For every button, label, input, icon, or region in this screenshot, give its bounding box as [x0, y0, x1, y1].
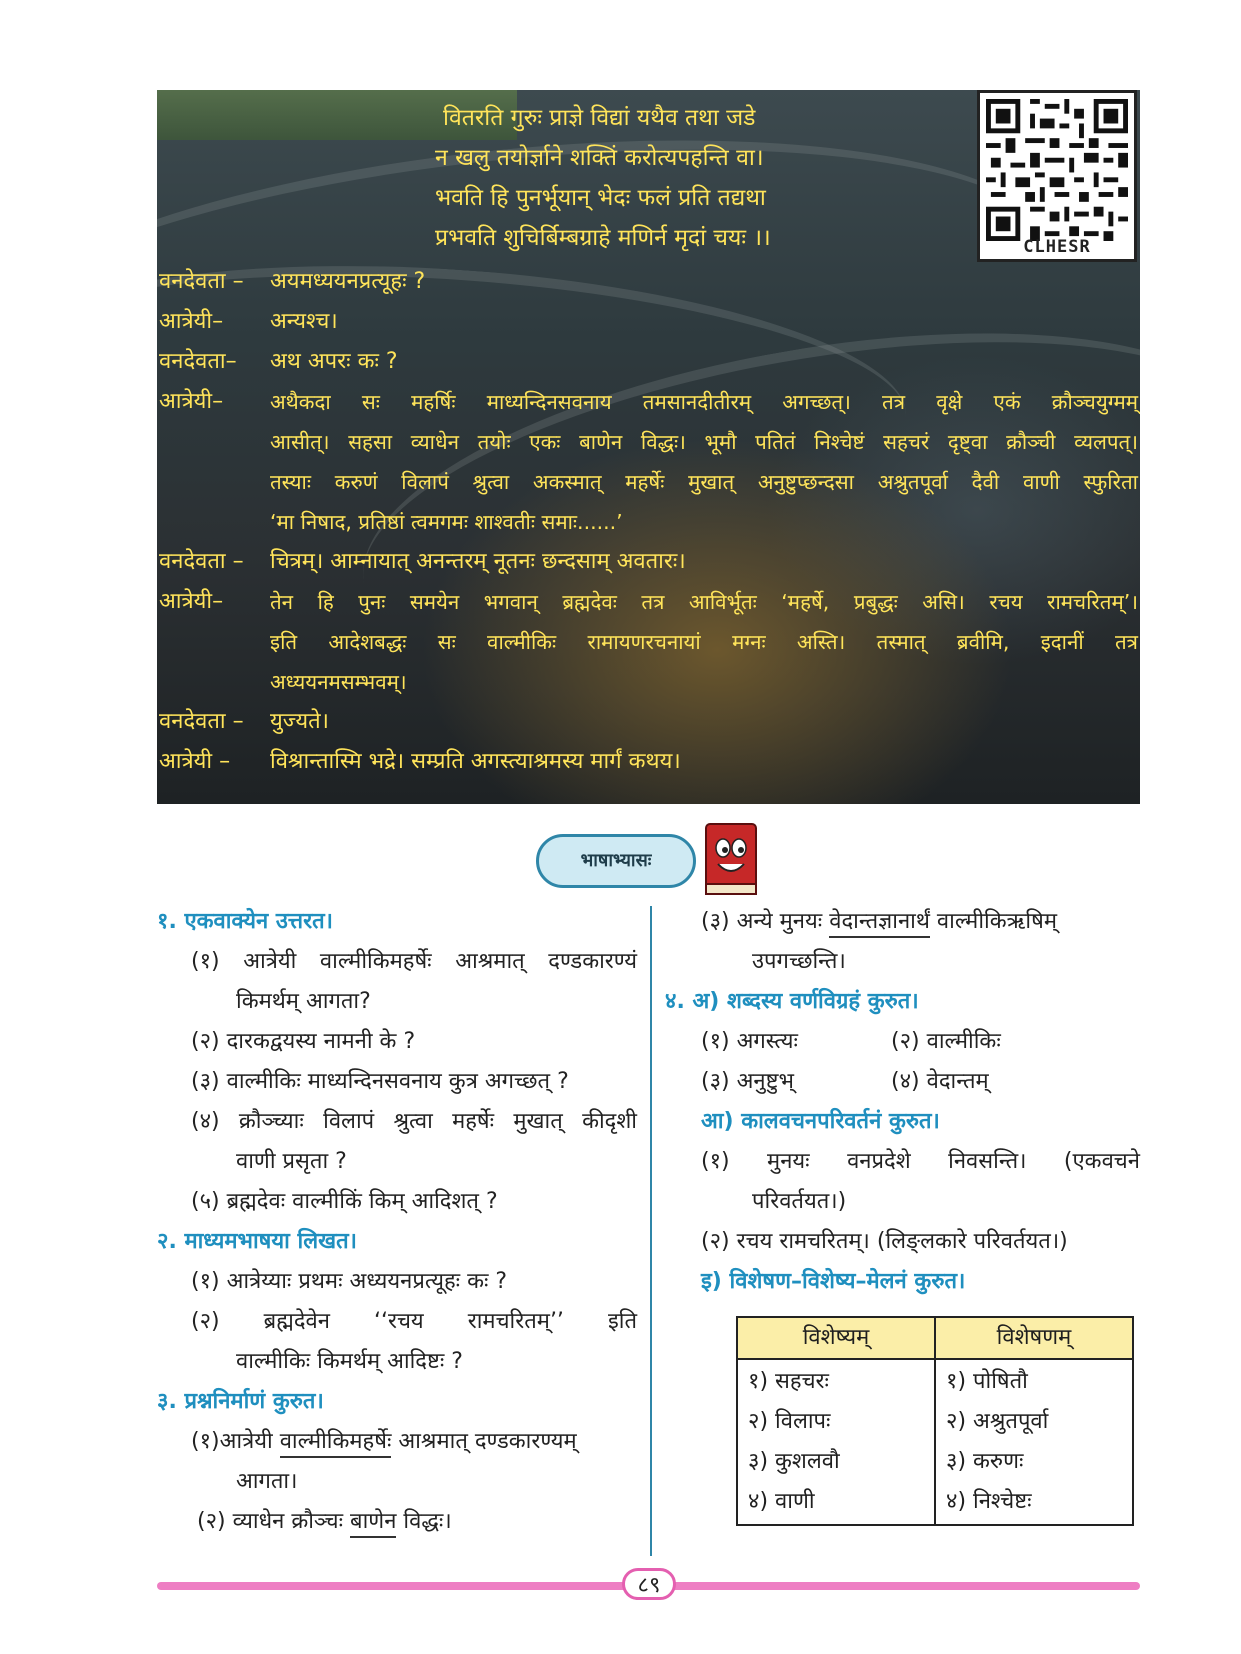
illustration-panel — [157, 90, 1140, 804]
speaker: आत्रेयी– — [159, 589, 224, 614]
table-cell: १) सहचरः — [748, 1369, 829, 1394]
question-item: (१) मुनयः वनप्रदेशे निवसन्ति। (एकवचने — [701, 1149, 1140, 1174]
dialogue-text: आसीत्। सहसा व्याधेन तयोः एकः बाणेन विद्धः। भूमौ पतितं निश्चेष्टं सहचरं दृष्ट्वा क्रौञ्ची व्यलपत्। — [270, 430, 1138, 454]
qr-code-icon — [986, 99, 1128, 241]
verse-line: वितरति गुरुः प्राज्ञे विद्यां यथैव तथा जडे — [443, 105, 756, 131]
question-item: (१) आत्रेय्याः प्रथमः अध्ययनप्रत्यूहः कः ? — [191, 1269, 508, 1294]
speaker: वनदेवता – — [159, 549, 244, 574]
speaker: आत्रेयी– — [159, 389, 224, 414]
question-heading: आ) कालवचनपरिवर्तनं कुरुत। — [701, 1109, 940, 1134]
verse-line: न खलु तयोर्ज्ञाने शक्तिं करोत्यपहन्ति वा। — [435, 145, 764, 171]
underlined-word: वेदान्तज्ञानार्थं — [829, 909, 930, 938]
question-heading: इ) विशेषण–विशेष्य–मेलनं कुरुत। — [701, 1269, 966, 1294]
question-item-cont: उपगच्छन्ति। — [752, 949, 846, 974]
dialogue-text: तेन हि पुनः समयेन भगवान् ब्रह्मदेवः तत्र आविर्भूतः ‘महर्षे, प्रबुद्धः असि। रचय रामचरितम्’। — [270, 590, 1138, 614]
table-cell: ३) करुणः — [946, 1449, 1024, 1474]
underlined-word: वाल्मीकिमहर्षेः — [280, 1429, 392, 1458]
page-number: ८९ — [622, 1568, 676, 1600]
question-item-cont: किमर्थम् आगता? — [236, 989, 371, 1014]
column-divider — [650, 906, 652, 1556]
question-heading: २. माध्यमभाषया लिखत। — [157, 1229, 357, 1254]
exercise-title-badge: भाषाभ्यासः — [536, 834, 696, 888]
question-item: (३) अन्ये मुनयः वेदान्तज्ञानार्थं वाल्मीकिऋषिम् — [701, 902, 1140, 942]
speaker: आत्रेयी – — [159, 749, 231, 774]
dialogue-text: चित्रम्। आम्नायात् अनन्तरम् नूतनः छन्दसाम् अवतारः। — [270, 549, 686, 574]
table-cell: २) अश्रुतपूर्वा — [946, 1409, 1049, 1434]
sanskrit-verse — [435, 98, 903, 258]
right-column — [665, 902, 1140, 1302]
question-item: (४) क्रौञ्च्याः विलापं श्रुत्वा महर्षेः मुखात् कीदृशी — [191, 1109, 637, 1134]
speaker: आत्रेयी– — [159, 309, 224, 334]
dialogue-text: अन्यश्च। — [270, 309, 338, 334]
book-mascot-icon — [700, 818, 762, 898]
question-item-pair: (३) अनुष्टुभ् (४) वेदान्तम् — [701, 1069, 989, 1094]
question-item: (२) दारकद्वयस्य नामनी के ? — [191, 1029, 416, 1054]
table-cell: ४) वाणी — [748, 1489, 815, 1514]
table-cell: २) विलापः — [748, 1409, 831, 1434]
question-item: (१) आत्रेयी वाल्मीकिमहर्षेः आश्रमात् दण्डकारण्यं — [191, 949, 637, 974]
verse-line: भवति हि पुनर्भूयान् भेदः फलं प्रति तद्यथा — [435, 185, 766, 211]
dialogue-text: ‘मा निषाद, प्रतिष्ठां त्वमगमः शाश्वतीः समाः......’ — [270, 510, 623, 534]
dialogue-text: युज्यते। — [270, 709, 329, 734]
dialogue-text: अथ अपरः कः ? — [270, 349, 398, 374]
question-item: (३) वाल्मीकिः माध्यन्दिनसवनाय कुत्र अगच्छत् ? — [191, 1069, 569, 1094]
table-cell: ४) निश्चेष्टः — [946, 1489, 1032, 1514]
verse-line: प्रभवति शुचिर्बिम्बग्राहे मणिर्न मृदां चयः ।। — [435, 225, 771, 251]
question-item-cont: परिवर्तयत।) — [752, 1189, 847, 1214]
underlined-word: बाणेन — [350, 1509, 396, 1538]
question-heading: ३. प्रश्ननिर्माणं कुरुत। — [157, 1389, 324, 1414]
table-cell: १) पोषितौ — [946, 1369, 1028, 1394]
question-item: (१)आत्रेयी वाल्मीकिमहर्षेः आश्रमात् दण्डकारण्यम् — [191, 1422, 637, 1462]
question-item-cont: वाणी प्रसृता ? — [236, 1149, 347, 1174]
dialogue-text: इति आदेशबद्धः सः वाल्मीकिः रामायणरचनायां मग्नः अस्ति। तस्मात् ब्रवीमि, इदानीं तत्र — [270, 630, 1138, 654]
question-item: (५) ब्रह्मदेवः वाल्मीकिं किम् आदिशत् ? — [191, 1189, 498, 1214]
qr-code[interactable] — [977, 90, 1137, 262]
question-item-cont: वाल्मीकिः किमर्थम् आदिष्टः ? — [236, 1349, 463, 1374]
question-item-cont: आगता। — [236, 1469, 298, 1494]
left-column — [157, 902, 637, 1542]
table-cell: ३) कुशलवौ — [748, 1449, 840, 1474]
dialogue-text: अयमध्ययनप्रत्यूहः ? — [270, 269, 426, 294]
question-heading: ४. अ) शब्दस्य वर्णविग्रहं कुरुत। — [665, 989, 919, 1014]
question-heading: १. एकवाक्येन उत्तरत। — [157, 909, 333, 934]
question-item-pair: (१) अगस्त्यः (२) वाल्मीकिः — [701, 1029, 1001, 1054]
qr-code-label: CLHESR — [1023, 237, 1091, 257]
table-header: विशेषणम् — [996, 1325, 1072, 1350]
dialogue-text: अथैकदा सः महर्षिः माध्यन्दिनसवनाय तमसानदीतीरम् अगच्छत्। तत्र वृक्षे एकं क्रौञ्चयुग्मम् — [270, 390, 1138, 414]
matching-table — [736, 1316, 1134, 1526]
question-item: (२) व्याधेन क्रौञ्चः बाणेन विद्धः। — [191, 1502, 637, 1542]
question-item: (२) रचय रामचरितम्। (लिङ्लकारे परिवर्तयत।) — [701, 1229, 1068, 1254]
speaker: वनदेवता – — [159, 269, 244, 294]
speaker: वनदेवता – — [159, 709, 244, 734]
speaker: वनदेवता– — [159, 349, 237, 374]
dialogue-text: तस्याः करुणं विलापं श्रुत्वा अकस्मात् महर्षेः मुखात् अनुष्टुप्छन्दसा अश्रुतपूर्वा दैवी वाणी स्फुरिता — [270, 470, 1138, 494]
dialogue-text: विश्रान्तास्मि भद्रे। सम्प्रति अगस्त्याश्रमस्य मार्गं कथय। — [270, 749, 681, 774]
dialogue-text: अध्ययनमसम्भवम्। — [270, 670, 407, 694]
table-header: विशेष्यम् — [738, 1318, 936, 1358]
question-item: (२) ब्रह्मदेवेन ‘‘रचय रामचरितम्’’ इति — [191, 1309, 637, 1334]
